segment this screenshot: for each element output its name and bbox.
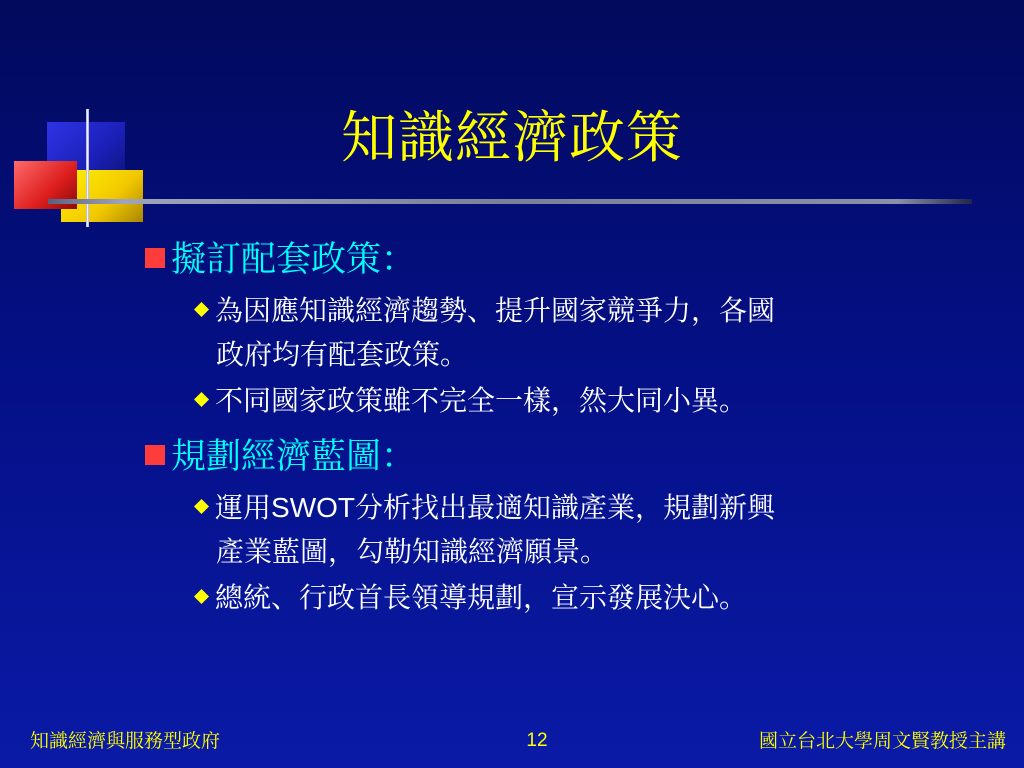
list-item — [190, 576, 930, 620]
section-heading-2 — [145, 435, 416, 479]
yellow-diamond-bullet-icon — [194, 392, 209, 407]
list-item-text: 總統、行政首長領導規劃，宣示發展決心。 — [215, 581, 748, 614]
section-heading-text: 規劃經濟藍圖： — [171, 437, 417, 477]
page-number: 12 — [526, 730, 548, 751]
list-item — [190, 289, 930, 377]
footer-course-title: 知識經濟與服務型政府 — [30, 730, 221, 752]
yellow-diamond-bullet-icon — [194, 589, 209, 604]
list-item-text-continued: 產業藍圖，勾勒知識經濟願景。 — [216, 535, 609, 568]
yellow-diamond-bullet-icon — [194, 302, 209, 317]
list-item-text-prefix: 運用 — [215, 491, 272, 524]
section-heading-text: 擬訂配套政策： — [171, 240, 417, 280]
title-underline — [48, 199, 972, 204]
swot-term: SWOT — [271, 492, 356, 523]
yellow-diamond-bullet-icon — [194, 499, 209, 514]
list-item — [190, 486, 930, 574]
list-item-text-continued: 政府均有配套政策。 — [216, 338, 469, 371]
section-heading-1 — [145, 238, 416, 282]
red-square-bullet-icon — [145, 445, 165, 465]
footer-lecturer: 國立台北大學周文賢教授主講 — [758, 730, 1006, 752]
list-item-text-suffix: 分析找出最適知識產業，規劃新興 — [355, 491, 776, 524]
list-item — [190, 379, 930, 423]
red-square-bullet-icon — [145, 248, 165, 268]
list-item-text: 不同國家政策雖不完全一樣，然大同小異。 — [215, 384, 748, 417]
list-item-text: 為因應知識經濟趨勢、提升國家競爭力，各國 — [215, 294, 776, 327]
slide-title: 知識經濟政策 — [341, 106, 683, 171]
